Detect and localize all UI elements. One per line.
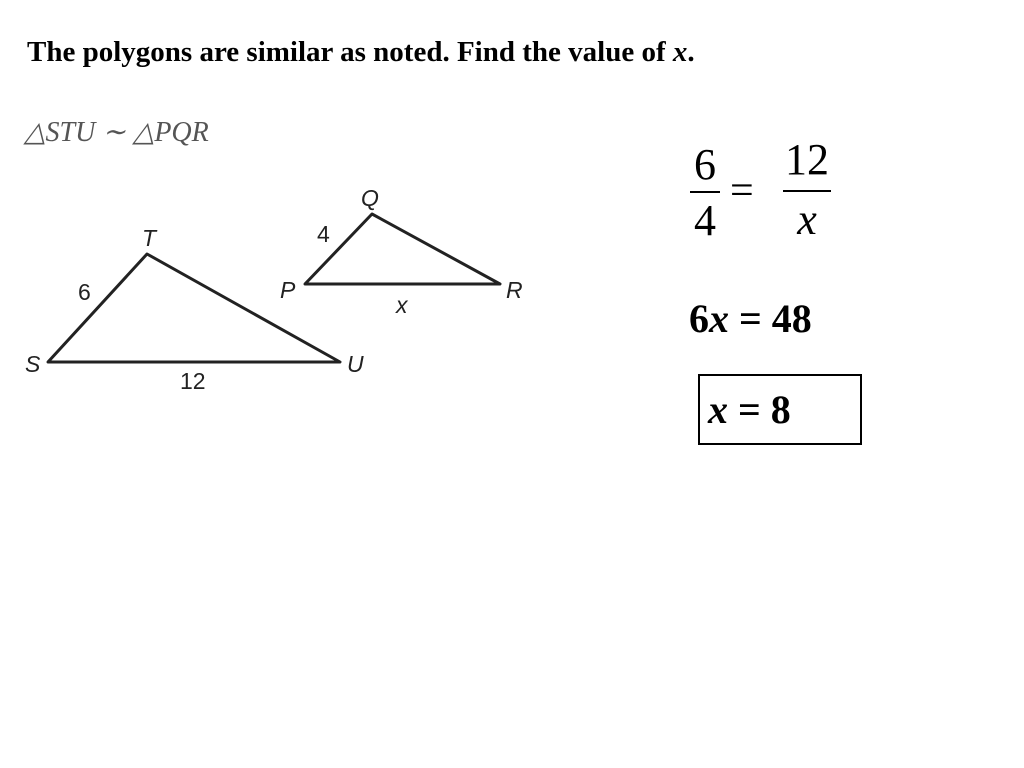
prompt-variable: x	[672, 36, 688, 68]
fraction-right	[783, 136, 831, 244]
side-label-st: 6	[78, 279, 91, 305]
fraction-right-numerator: 12	[785, 135, 829, 184]
triangle-pqr	[305, 214, 500, 284]
prompt-period: .	[687, 36, 695, 68]
similar-triangles-diagram	[0, 170, 540, 400]
side-label-pr: x	[396, 292, 408, 318]
equals-sign: =	[730, 168, 754, 214]
vertex-label-u: U	[347, 351, 364, 377]
final-answer	[708, 386, 791, 433]
vertex-label-p: P	[280, 277, 296, 303]
step1-variable: x	[709, 296, 729, 341]
similarity-statement: △STU ∼ △PQR	[24, 117, 209, 148]
fraction-left-numerator: 6	[694, 140, 716, 189]
answer-box	[698, 374, 862, 445]
problem-prompt	[27, 36, 695, 69]
fraction-left-denominator: 4	[694, 196, 716, 245]
answer-variable: x	[708, 387, 728, 432]
fraction-right-denominator: x	[797, 195, 817, 244]
vertex-label-r: R	[506, 277, 523, 303]
fraction-right-bar	[783, 190, 831, 192]
fraction-left	[690, 141, 720, 245]
cross-multiply-step	[689, 295, 812, 342]
fraction-left-bar	[690, 191, 720, 193]
vertex-label-s: S	[25, 351, 41, 377]
step1-coefficient: 6	[689, 296, 709, 341]
side-label-su: 12	[180, 368, 206, 394]
triangle-stu	[48, 254, 340, 362]
side-label-pq: 4	[317, 221, 330, 247]
step1-rest: = 48	[729, 296, 812, 341]
vertex-label-q: Q	[361, 185, 379, 211]
vertex-label-t: T	[142, 225, 157, 251]
answer-rest: = 8	[728, 387, 791, 432]
prompt-text: The polygons are similar as noted. Find the value of	[27, 36, 673, 68]
